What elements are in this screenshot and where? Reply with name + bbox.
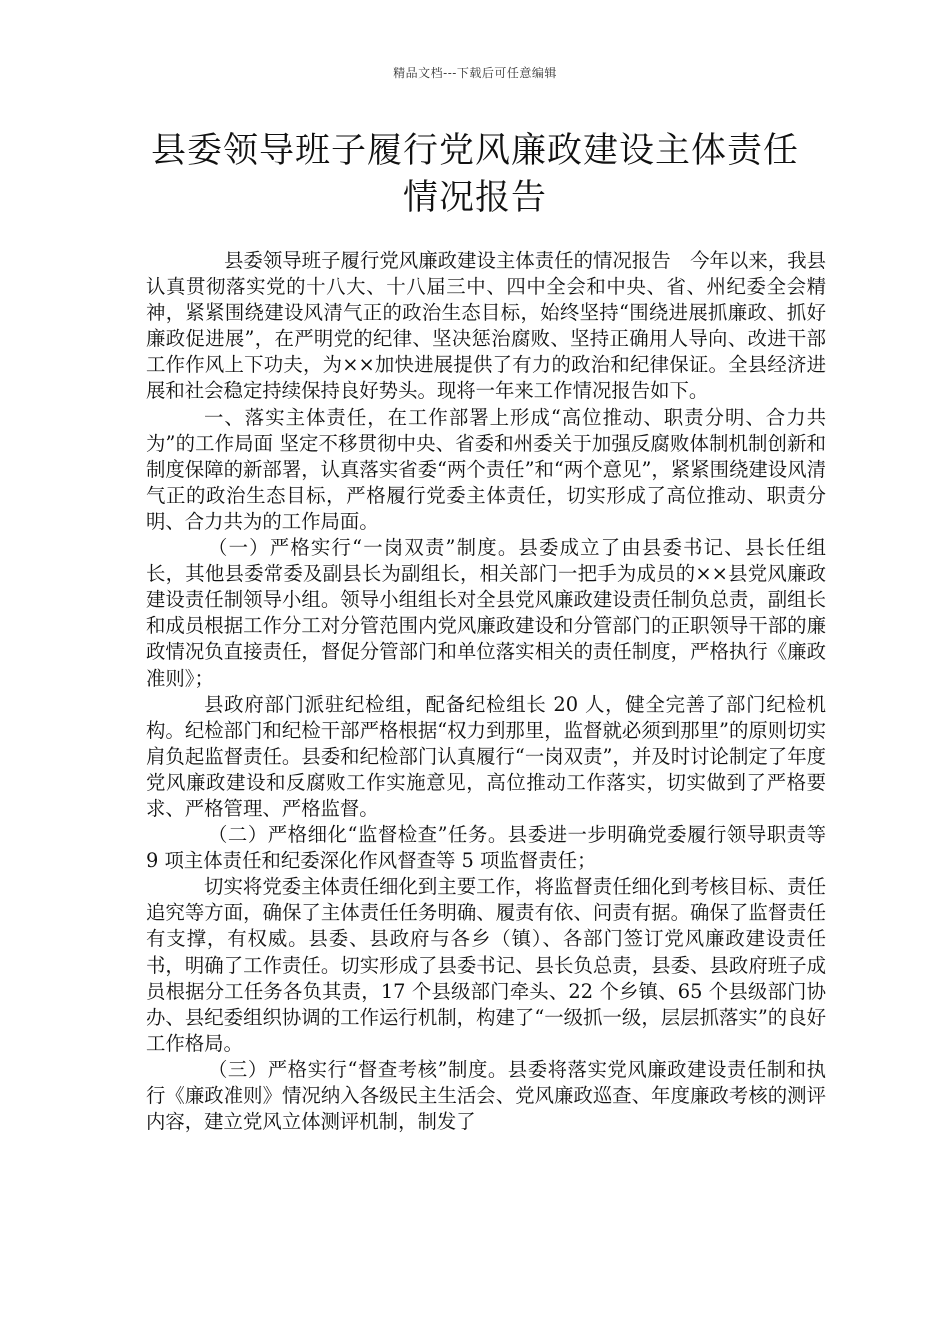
- document-body: [146, 248, 826, 1135]
- paragraph-subsection-1: （一）严格实行“一岗双责”制度。县委成立了由县委书记、县长任组长，其他县委常委及副县长为副组长，相关部门一把手为成员的××县党风廉政建设责任制领导小组。领导小组组长对全县党风廉政建设责任制负总责，副组长和成员根据工作分工对分管范围内党风廉政建设和分管部门的正职领导干部的廉政情况负直接责任，督促分管部门和单位落实相关的责任制度，严格执行《廉政准则》；: [146, 536, 826, 690]
- paragraph-section-1: 一、落实主体责任，在工作部署上形成“高位推动、职责分明、合力共为”的工作局面 坚定不移贯彻中央、省委和州委关于加强反腐败体制机制创新和制度保障的新部署，认真落实省委“两个责任”和“两个意见”，紧紧围绕建设风清气正的政治生态目标，严格履行党委主体责任，切实形成了高位推动、职责分明、合力共为的工作局面。: [146, 405, 826, 533]
- header-note: 精品文档---下载后可任意编辑: [393, 66, 557, 80]
- title-line-1: 县委领导班子履行党风廉政建设主体责任: [150, 131, 799, 171]
- paragraph-body: 切实将党委主体责任细化到主要工作，将监督责任细化到考核目标、责任追究等方面，确保了主体责任任务明确、履责有依、问责有据。确保了监督责任有支撑，有权威。县委、县政府与各乡（镇）、各部门签订党风廉政建设责任书，明确了工作责任。切实形成了县委书记、县长负总责，县委、县政府班子成员根据分工任务各负其责，17 个县级部门牵头、22 个乡镇、65 个县级部门协办、县纪委组织协调的工作运行机制，构建了“一级抓一级，层层抓落实”的良好工作格局。: [146, 875, 826, 1055]
- paragraph-subsection-2: （二）严格细化“监督检查”任务。县委进一步明确党委履行领导职责等 9 项主体责任和纪委深化作风督查等 5 项监督责任；: [146, 823, 826, 873]
- paragraph-body: 县政府部门派驻纪检组，配备纪检组长 20 人，健全完善了部门纪检机构。纪检部门和纪检干部严格根据“权力到那里，监督就必须到那里”的原则切实肩负起监督责任。县委和纪检部门认真履行“一岗双责”，并及时讨论制定了年度党风廉政建设和反腐败工作实施意见，高位推动工作落实，切实做到了严格要求、严格管理、严格监督。: [146, 692, 826, 820]
- paragraph-intro: 县委领导班子履行党风廉政建设主体责任的情况报告 今年以来，我县认真贯彻落实党的十八大、十八届三中、四中全会和中央、省、州纪委全会精神，紧紧围绕建设风清气正的政治生态目标，始终坚持“围绕进展抓廉政、抓好廉政促进展”，在严明党的纪律、坚决惩治腐败、坚持正确用人导向、改进干部工作作风上下功夫，为××加快进展提供了有力的政治和纪律保证。全县经济进展和社会稳定持续保持良好势头。现将一年来工作情况报告如下。: [146, 249, 826, 403]
- document-title: [120, 128, 830, 222]
- title-line-2: 情况报告: [402, 178, 547, 218]
- paragraph-subsection-3: （三）严格实行“督查考核”制度。县委将落实党风廉政建设责任制和执行《廉政准则》情况纳入各级民主生活会、党风廉政巡查、年度廉政考核的测评内容，建立党风立体测评机制，制发了: [146, 1057, 826, 1134]
